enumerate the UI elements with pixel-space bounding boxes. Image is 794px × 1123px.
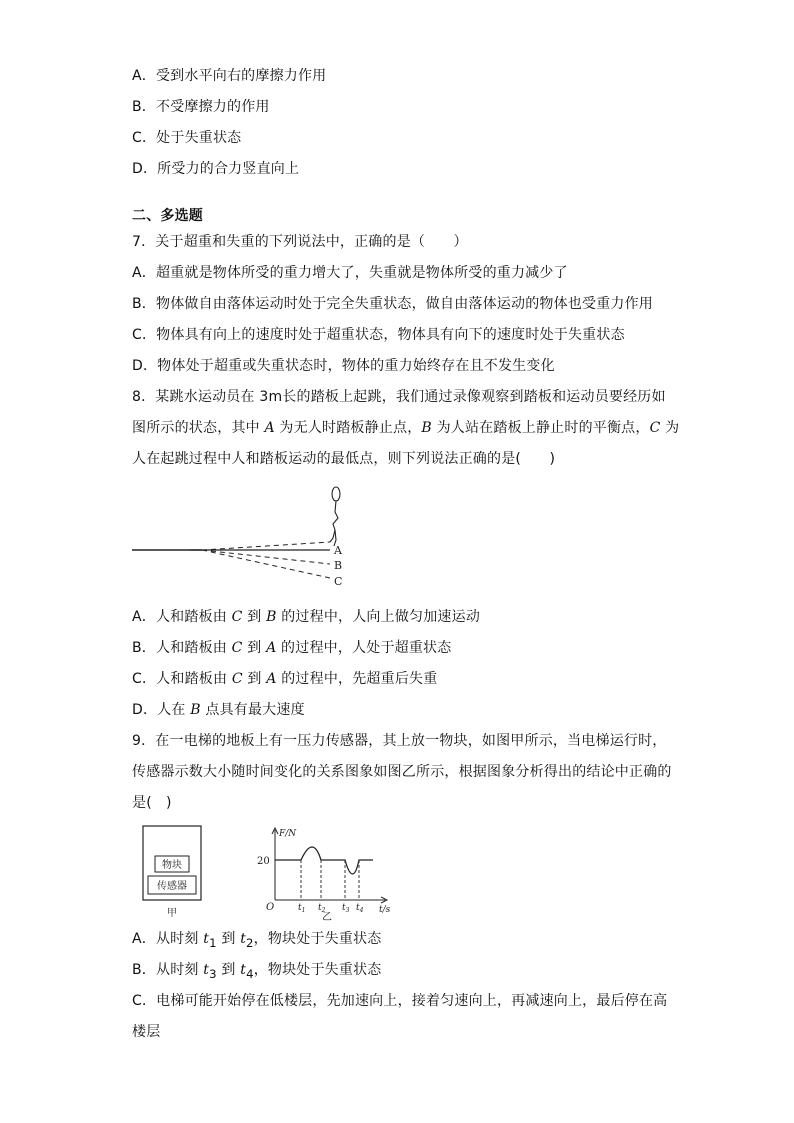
q7-option-d: D．物体处于超重或失重状态时，物体的重力始终存在且不发生变化: [132, 358, 555, 374]
q7-option-c: C．物体具有向上的速度时处于超重状态，物体具有向下的速度时处于失重状态: [132, 327, 625, 343]
q6-option-c: C．处于失重状态: [132, 130, 242, 146]
q9-option-b: B．从时刻 $t_3$ 到 $t_4$，物块处于失重状态: [132, 962, 382, 981]
caption-yi: 乙: [322, 912, 332, 922]
x-axis-label: t/s: [379, 905, 391, 915]
springboard-figure: [130, 480, 360, 595]
caption-jia: 甲: [167, 908, 177, 919]
q8-option-a: A．人和踏板由 C 到 B 的过程中，人向上做匀加速运动: [132, 609, 481, 625]
sensor-label: 传感器: [157, 881, 187, 892]
q9-option-c-line1: C．电梯可能开始停在低楼层，先加速向上，接着匀速向上，再减速向上，最后停在高: [132, 993, 668, 1009]
label-c: C: [334, 575, 343, 588]
block-label: 物块: [162, 860, 182, 871]
springboard-b: [202, 550, 330, 564]
q9-stem-line2: 传感器示数大小随时间变化的关系图象如图乙所示，根据图象分析得出的结论中正确的: [132, 764, 672, 780]
tick-t3: $t_3$: [342, 903, 350, 914]
label-a: A: [334, 544, 342, 557]
q8-option-b: B．人和踏板由 C 到 A 的过程中，人处于超重状态: [132, 640, 452, 656]
section-title: 二、多选题: [132, 208, 203, 224]
force-curve: [275, 847, 373, 874]
y-value-label: 20: [257, 856, 270, 867]
q7-option-b: B．物体做自由落体运动时处于完全失重状态，做自由落体运动的物体也受重力作用: [132, 296, 654, 312]
tick-t2: $t_2$: [318, 903, 326, 914]
q6-option-b: B．不受摩擦力的作用: [132, 99, 270, 115]
diver-icon: [330, 487, 340, 546]
q9-option-c-line2: 楼层: [132, 1024, 161, 1040]
origin-label: O: [266, 902, 275, 913]
y-axis-label: F/N: [279, 829, 297, 839]
q6-option-d: D．所受力的合力竖直向上: [132, 161, 300, 177]
q8-stem-line1: 8．某跳水运动员在 3m长的踏板上起跳，我们通过录像观察到踏板和运动员要经历如: [132, 389, 666, 405]
elevator-figure: [138, 824, 210, 922]
q8-stem-line3: 人在起跳过程中人和踏板运动的最低点，则下列说法正确的是( ): [132, 451, 556, 467]
q9-stem-line1: 9．在一电梯的地板上有一压力传感器，其上放一物块，如图甲所示，当电梯运行时，: [132, 733, 667, 749]
q8-option-c: C．人和踏板由 C 到 A 的过程中，先超重后失重: [132, 671, 438, 687]
springboard-c: [202, 550, 330, 578]
q8-stem-line2: 图所示的状态，其中 A 为无人时踏板静止点，B 为人站在踏板上静止时的平衡点，C 为: [132, 420, 680, 436]
tick-t1: $t_1$: [298, 903, 306, 914]
label-b: B: [334, 559, 343, 572]
q9-stem-line3: 是( ): [132, 795, 172, 811]
q6-option-a: A．受到水平向右的摩擦力作用: [132, 68, 327, 84]
force-time-chart: [255, 824, 395, 922]
q9-option-a: A．从时刻 $t_1$ 到 $t_2$，物块处于失重状态: [132, 931, 382, 950]
q7-stem: 7．关于超重和失重的下列说法中，正确的是（ ）: [132, 234, 468, 250]
tick-t4: $t_4$: [356, 903, 364, 914]
q7-option-a: A．超重就是物体所受的重力增大了，失重就是物体所受的重力减少了: [132, 265, 568, 281]
q8-option-d: D．人在 B 点具有最大速度: [132, 702, 305, 718]
